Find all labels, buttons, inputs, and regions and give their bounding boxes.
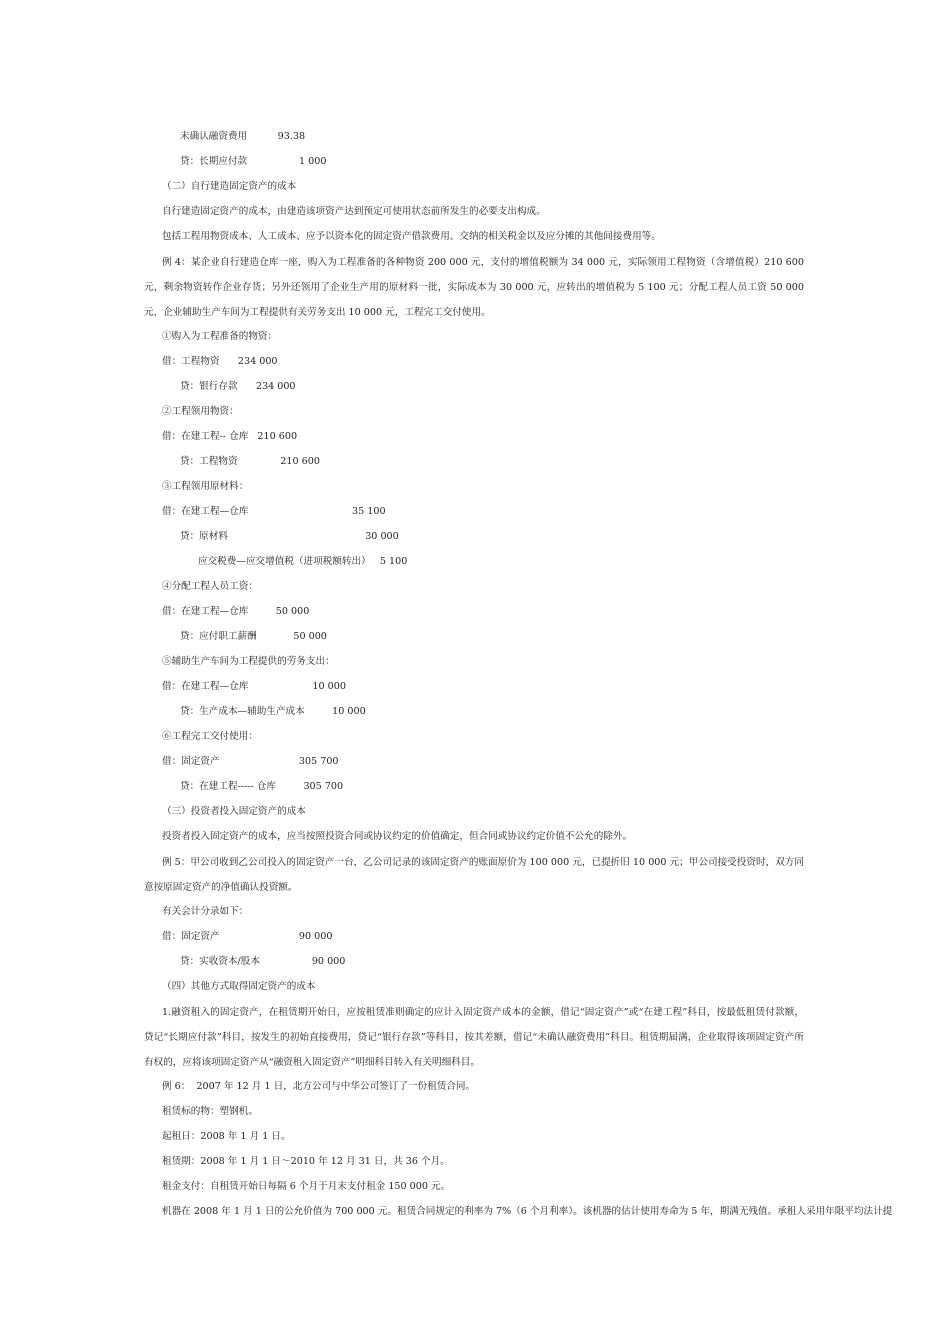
credit-line: 贷：工程物资 210 600 xyxy=(180,456,320,467)
paragraph-line: 机器在 2008 年 1 月 1 日的公允价值为 700 000 元。租赁合同规定的利率为 7%（6 个月利率）。该机器的估计使用寿命为 5 年，期满无残值。承租人采用年限平均法计提 xyxy=(162,1206,893,1217)
example-paragraph: 例 4：某企业自行建造仓库一座，购入为工程准备的各种物资 200 000 元，支付的增值税额为 34 000 元，实际领用工程物资（含增值税）210 600 元，剩余物资转作企业存货；另外还领用了企业生产用的原材料一批，实际成本为 30 000 元，应转出的增值税为 5 100 元；分配工程人员工资 50 000 元，企业辅助生产车间为工程提供有关劳务支出 10 000 元，工程完工交付使用。 xyxy=(144,257,804,318)
section-heading: （二）自行建造固定资产的成本 xyxy=(162,181,297,192)
paragraph-line: 租金支付：自租赁开始日每隔 6 个月于月末支付租金 150 000 元。 xyxy=(162,1181,451,1192)
debit-line: 借：在建工程—仓库 35 100 xyxy=(162,506,386,517)
paragraph-line: 自行建造固定资产的成本，由建造该项资产达到预定可使用状态前所发生的必要支出构成。 xyxy=(162,206,546,217)
credit-line: 贷：银行存款 234 000 xyxy=(180,381,296,392)
leasing-paragraph: 1.融资租入的固定资产，在租赁期开始日，应按租赁准则确定的应计入固定资产成本的金额，借记“固定资产”或“在建工程”科目，按最低租赁付款额，贷记“长期应付款”科目，按发生的初始直接费用，贷记“银行存款”等科目，按其差额，借记“未确认融资费用”科目。租赁期届满，企业取得该项固定资产所有权的，应将该项固定资产从“融资租入固定资产”明细科目转入有关明细科目。 xyxy=(144,1007,804,1068)
paragraph-line: 投资者投入固定资产的成本，应当按照投资合同或协议约定的价值确定，但合同或协议约定价值不公允的除外。 xyxy=(162,831,633,842)
step-heading: ③工程领用原材料： xyxy=(162,481,249,492)
debit-line: 借：在建工程—仓库 10 000 xyxy=(162,681,346,692)
step-heading: ②工程领用物资： xyxy=(162,406,239,417)
entry-line: 未确认融资费用 93.38 xyxy=(180,131,306,142)
paragraph-line: 租赁标的物：塑钢机。 xyxy=(162,1106,258,1117)
entry-line: 贷：长期应付款 1 000 xyxy=(180,156,327,167)
debit-line: 借：在建工程-- 仓库 210 600 xyxy=(162,431,298,442)
debit-line: 借：在建工程—仓库 50 000 xyxy=(162,606,310,617)
paragraph-line: 起租日：2008 年 1 月 1 日。 xyxy=(162,1131,291,1142)
credit-line: 贷：实收资本/股本 90 000 xyxy=(180,956,346,967)
credit-line: 应交税费—应交增值税（进项税额转出） 5 100 xyxy=(198,556,408,567)
paragraph-line: 包括工程用物资成本、人工成本、应予以资本化的固定资产借款费用、交纳的相关税金以及应分摊的其他间接费用等。 xyxy=(162,231,661,242)
section-heading: （三）投资者投入固定资产的成本 xyxy=(162,806,306,817)
step-heading: ①购入为工程准备的物资： xyxy=(162,331,278,342)
credit-line: 贷：应付职工薪酬 50 000 xyxy=(180,631,327,642)
paragraph-line: 有关会计分录如下： xyxy=(162,906,249,917)
credit-line: 贷：生产成本—辅助生产成本 10 000 xyxy=(180,706,366,717)
paragraph-line: 例 6： 2007 年 12 月 1 日，北方公司与中华公司签订了一份租赁合同。 xyxy=(162,1081,476,1092)
step-heading: ⑤辅助生产车间为工程提供的劳务支出： xyxy=(162,656,335,667)
credit-line: 贷：原材料 30 000 xyxy=(180,531,399,542)
debit-line: 借：固定资产 90 000 xyxy=(162,931,333,942)
example-paragraph: 例 5：甲公司收到乙公司投入的固定资产一台，乙公司记录的该固定资产的账面原价为 100 000 元，已提折旧 10 000 元；甲公司接受投资时，双方同意按原固定资产的净值确认投资额。 xyxy=(144,857,804,893)
credit-line: 贷：在建工程----- 仓库 305 700 xyxy=(180,781,344,792)
debit-line: 借：工程物资 234 000 xyxy=(162,356,278,367)
section-heading: （四）其他方式取得固定资产的成本 xyxy=(162,981,316,992)
step-heading: ④分配工程人员工资： xyxy=(162,581,258,592)
paragraph-line: 租赁期：2008 年 1 月 1 日～2010 年 12 月 31 日，共 36 个月。 xyxy=(162,1156,450,1167)
step-heading: ⑥工程完工交付使用： xyxy=(162,731,258,742)
debit-line: 借：固定资产 305 700 xyxy=(162,756,339,767)
